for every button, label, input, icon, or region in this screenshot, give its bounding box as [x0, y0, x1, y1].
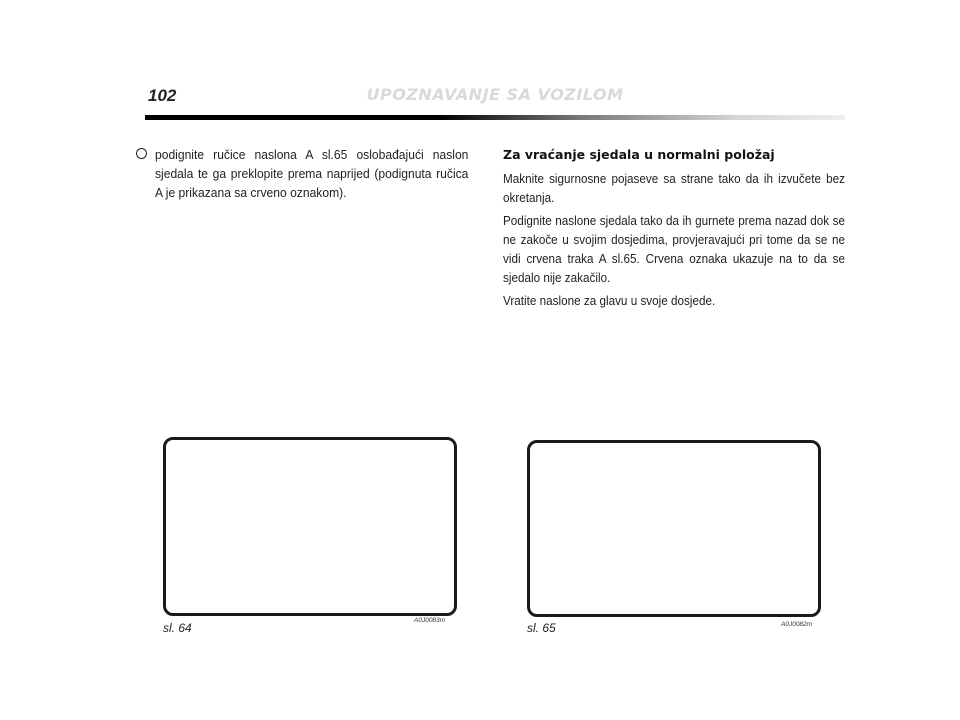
paragraph: Podignite naslone sjedala tako da ih gurnete prema nazad dok se ne zakoče u svojim dosjedima, provjeravajući pri tome da se ne vidi crvena traka A sl.65. Crvena oznaka ukazuje na to da se sjedalo nije zakačilo. — [503, 213, 845, 285]
header-rule — [145, 115, 845, 120]
figure-caption-64: sl. 64 — [163, 621, 192, 635]
figure-caption-65: sl. 65 — [527, 621, 556, 635]
bullet-circle-icon — [136, 148, 147, 159]
bullet-text: podignite ručice naslona A sl.65 oslobađajući naslon sjedala te ga preklopite prema naprijed (podignuta ručica A je prikazana sa crveno oznakom). — [155, 147, 469, 200]
figure-code-64: A0J0083m — [414, 617, 446, 624]
figure-frame-64 — [163, 437, 457, 616]
section-heading: Za vraćanje sjedala u normalni položaj — [503, 147, 775, 162]
page-number: 102 — [148, 86, 177, 105]
page-header-title: UPOZNAVANJE SA VOZILOM — [366, 85, 624, 104]
paragraph: Maknite sigurnosne pojaseve sa strane tako da ih izvučete bez okretanja. — [503, 171, 845, 205]
figure-code-65: A0J0082m — [781, 621, 813, 628]
bullet-item — [136, 145, 492, 202]
paragraph: Vratite naslone za glavu u svoje dosjede. — [503, 293, 716, 308]
figure-frame-65 — [527, 440, 821, 617]
left-column — [136, 145, 492, 202]
right-column — [503, 145, 845, 314]
